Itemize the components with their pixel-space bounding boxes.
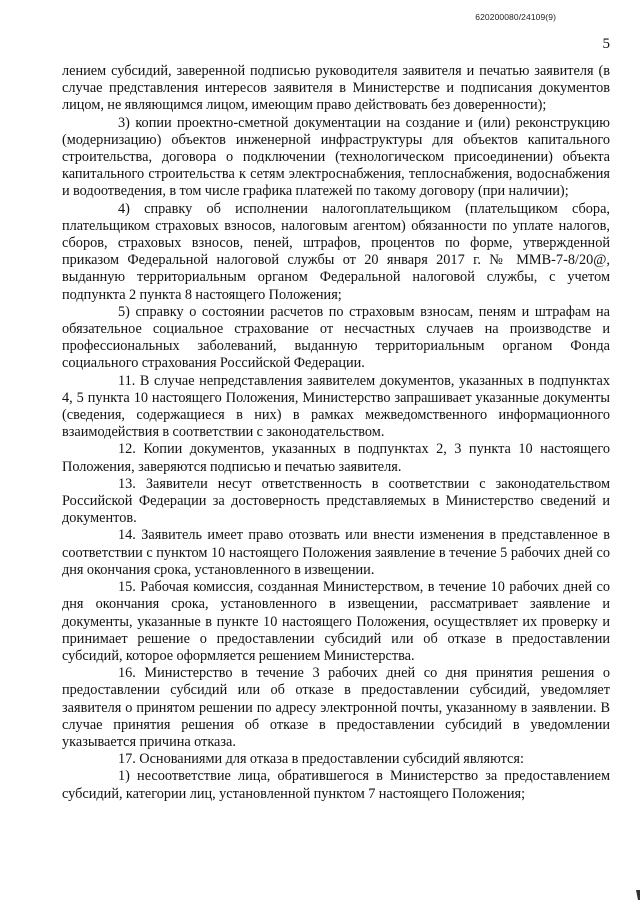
paragraph-section-13: 13. Заявители несут ответственность в соответствии с законодательством Российской Федерации за достоверность представляемых в Министерство сведений и документов. (62, 475, 610, 527)
page-number: 5 (602, 36, 610, 52)
paragraph-section-17: 17. Основаниями для отказа в предоставлении субсидий являются: (118, 751, 524, 768)
paragraph-section-17-item-1: 1) несоответствие лица, обратившегося в Министерство за предоставлением субсидий, категории лиц, установленной пунктом 7 настоящего Положения; (62, 768, 610, 802)
page-corner-mark (630, 890, 640, 900)
paragraph-section-15: 15. Рабочая комиссия, созданная Министерством, в течение 10 рабочих дней со дня окончания срока, установленного в извещении, рассматривает заявление и документы, указанные в пункте 10 настоящего Положения, осуществляет их проверку и принимает решение о предоставлении субсидий или об отказе в предоставлении субсидий, которое оформляется решением Министерства. (62, 579, 610, 664)
document-body (62, 63, 610, 803)
paragraph-continuation: лением субсидий, заверенной подписью руководителя заявителя и печатью заявителя (в случае представления интересов заявителя в Министерстве и подписания документов лицом, не являющимся лицом, имеющим право действовать без доверенности); (62, 63, 610, 114)
paragraph-item-4: 4) справку об исполнении налогоплательщиком (плательщиком сбора, плательщиком страховых взносов, налоговым агентом) обязанности по уплате налогов, сборов, страховых взносов, пеней, штрафов, процентов по форме, утвержденной приказом Федеральной налоговой службы от 20 января 2017 г. № ММВ-7-8/20@, выданную территориальным органом Федеральной налоговой службы, с учетом подпункта 2 пункта 8 настоящего Положения; (62, 200, 610, 303)
document-code: 620200080/24109(9) (475, 12, 556, 22)
paragraph-item-5: 5) справку о состоянии расчетов по страховым взносам, пеням и штрафам на обязательное социальное страхование от несчастных случаев на производстве и профессиональных заболеваний, выданную территориальным органом Фонда социального страхования Российской Федерации. (62, 303, 610, 372)
paragraph-section-11: 11. В случае непредставления заявителем документов, указанных в подпунктах 4, 5 пункта 10 настоящего Положения, Министерство запрашивает указанные документы (сведения, содержащиеся в них) в рамках межведомственного информационного взаимодействия в соответствии с законодательством. (62, 372, 610, 441)
paragraph-section-14: 14. Заявитель имеет право отозвать или внести изменения в представленное в соответствии с пунктом 10 настоящего Положения заявление в течение 5 рабочих дней со дня окончания срока, установленного в извещении. (62, 527, 610, 578)
paragraph-section-12: 12. Копии документов, указанных в подпунктах 2, 3 пункта 10 настоящего Положения, заверяются подписью и печатью заявителя. (62, 441, 610, 475)
paragraph-item-3: 3) копии проектно-сметной документации на создание и (или) реконструкцию (модернизацию) объектов инженерной инфраструктуры для объектов капитального строительства, договора о подключении (технологическом присоединении) объекта капитального строительства к сетям электроснабжения, теплоснабжения, водоснабжения и водоотведения, в том числе графика платежей по такому договору (при наличии); (62, 114, 610, 200)
paragraph-section-16: 16. Министерство в течение 3 рабочих дней со дня принятия решения о предоставлении субсидий или об отказе в предоставлении субсидий, уведомляет заявителя о принятом решении по адресу электронной почты, указанному в заявлении. В случае принятия решения об отказе в предоставлении субсидий в уведомлении указывается причина отказа. (62, 665, 610, 750)
